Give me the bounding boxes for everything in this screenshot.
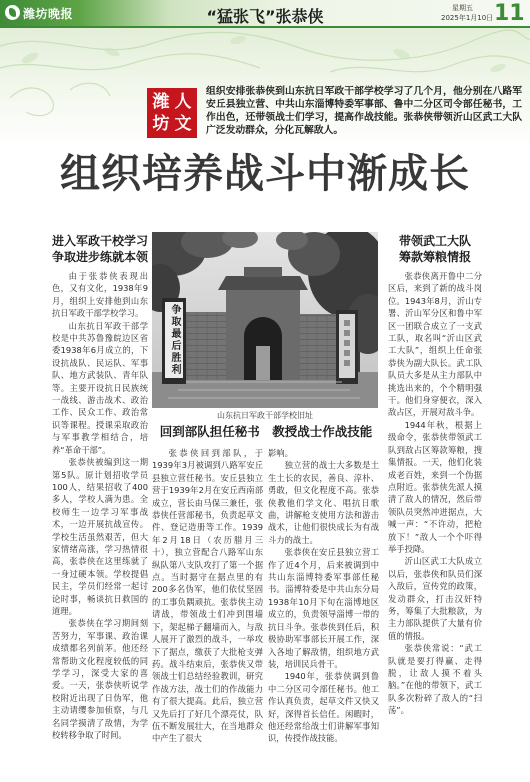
- left-section-heading: [52, 233, 148, 265]
- left-body-column: [52, 270, 148, 782]
- weekday: 星期五: [452, 4, 473, 12]
- paragraph: 张恭侠在学习期间刻苦努力，军事课、政治课成绩都名列前茅。他还经常帮助文化程度较低的同学学习，深受大家的喜爱。一天，张恭侠听说学校附近出现了日伪军，他主动请缨参加侦察，与几名同学摸清了敌情，为学校转移争取了时间。: [52, 618, 148, 741]
- right-heading-line: 带领武工大队: [398, 234, 471, 248]
- photo-image: [152, 232, 378, 408]
- right-body-column: [388, 270, 482, 782]
- newspaper-name: 潍坊晚报: [23, 7, 74, 21]
- paragraph: 山东抗日军政干部学校是中共苏鲁豫皖边区省委1938年6月成立的，下设抗战队、民运队、军事队、地方武装队、青年队等。主要开设抗日民族统一战线、游击战术、政治工作、民众工作、政治常识等课程。授课采取政治与军事教学相结合，培养“革命干部”。: [52, 320, 148, 455]
- paragraph: 张恭侠在安丘县独立营工作了近4个月，后来被调到中共山东淄博特委军事部任秘书。淄博特委是中共山东分局1938年10月下旬在淄博地区成立的，负责领导淄博一带的抗日斗争。张恭侠到任后，积极协助军事部长开展工作，深入各地了解敌情，组织地方武装，培训民兵骨干。: [268, 547, 379, 669]
- right-wall: [300, 314, 336, 380]
- paragraph: 张恭侠回到部队，于1939年3月被调到八路军安丘县独立营任秘书。安丘县独立营于1939年2月在安丘西南部成立，营长由马保三兼任，张恭侠任营部秘书，负责起草文件、登记造册等工作。1939年2月18日（农历腊月三十），独立营配合八路军山东纵队第八支队攻打了第一个据点。当时据守在据点里的有200多名伪军，他们依仗坚固的工事负隅顽抗。张恭侠主动请战，带领战士们冲到围墙下，架起梯子翻墙而入，与敌人展开了激烈的战斗，一举攻下了据点，缴获了大批枪支弹药。战斗结束后，张恭侠又带领战士们总结经验教训，研究作战方法，战士们的作战能力有了很大提高。此后，独立营又先后打了好几个漂亮仗，队伍不断发展壮大，在当地群众中产生了很大: [152, 448, 263, 744]
- middle-body-column-a: [152, 447, 263, 782]
- page-series-title: “猛张飞”张恭侠: [206, 7, 324, 26]
- column-logo: [147, 88, 197, 138]
- gate-top: [244, 267, 282, 277]
- paragraph: 影响。: [268, 448, 293, 458]
- plaque-inscription: 争取最后胜利: [169, 304, 180, 376]
- gate-roof: [218, 276, 308, 290]
- left-heading-line: 争取进步练就本领: [52, 250, 149, 264]
- paragraph: 张恭侠常说：“武工队就是要打得赢、走得脱，让敌人摸不着头脑。”在他的带领下，武工队多次粉碎了敌人的“扫荡”。: [388, 643, 482, 716]
- photo-caption: 山东抗日军政干部学校旧址: [217, 411, 313, 420]
- column-logo-char: 坊: [152, 113, 170, 134]
- newspaper-logo-icon: [5, 5, 20, 20]
- middle-body-column-b: [268, 447, 379, 782]
- right-heading-line: 筹款筹粮情报: [398, 250, 471, 264]
- left-heading-line: 进入军政干校学习: [52, 234, 149, 248]
- paragraph: 张恭侠离开鲁中二分区后，来到了新的战斗岗位。1943年8月，沂山专署、沂山军分区和鲁中军区一团联合成立了一支武工队，取名叫“沂山区武工大队”，组织上任命张恭侠为副大队长。武工队队员大多是从主力部队中挑选出来的，个个精明强干。他们身穿便衣，深入敌占区，开展对敌斗争。: [388, 271, 482, 418]
- intro-summary: 组织安排张恭侠到山东抗日军政干部学校学习了几个月，他分别在八路军安丘县独立营、中共山东淄博特委军事部、鲁中二分区司令部任秘书，工作出色，还带领战士们学习，提高作战技能。张恭侠带领沂山区武工大队广泛发动群众，分化瓦解敌人。: [206, 86, 522, 136]
- article-headline: 组织培养战斗中渐成长: [60, 151, 470, 197]
- page-number: 11: [494, 1, 525, 26]
- issue-date: 2025年1月10日: [441, 14, 494, 22]
- middle-section-heading: 回到部队担任秘书 教授战士作战技能: [159, 424, 373, 439]
- paragraph: 独立营的战士大多数是土生土长的农民，善良、淳朴、勇敢，但文化程度不高。张恭侠教他们学文化、唱抗日歌曲，讲解枪支使用方法和游击战术，让他们很快成长为有战斗力的战士。: [268, 460, 379, 545]
- column-logo-char: 潍: [152, 91, 170, 112]
- school-site-photo: [152, 232, 378, 408]
- paragraph: 由于张恭侠表现出色，又有文化，1938年9月，组织上安排他到山东抗日军政干部学校学习。: [52, 271, 148, 319]
- paragraph: 张恭侠被编到这一期第5队。原计划招收学员100人，结果招收了400多人，学校人满为患。全校师生一边学习军事战术，一边开展抗战宣传。学校生活虽然艰苦，但大家情绪高涨，学习热情很高，张恭侠在这里练就了一身过硬本领。学校提倡民主，学员们经常一起讨论时事，畅谈抗日救国的道理。: [52, 457, 148, 616]
- doorway-light: [256, 346, 270, 380]
- column-logo-char: 文: [174, 113, 192, 134]
- column-logo-char: 人: [174, 91, 192, 112]
- paragraph: 沂山区武工大队成立以后，张恭侠和队员们深入敌后，宣传党的政策，发动群众，打击汉奸特务，筹集了大批粮款，为主力部队提供了大量有价值的情报。: [388, 556, 482, 641]
- paragraph: 1940年，张恭侠调到鲁中二分区司令部任秘书。他工作认真负责，起草文件又快又好，深得首长信任。闲暇时，他还经常给战士们讲解军事知识，传授作战技能。: [268, 671, 379, 744]
- paragraph: 1944年秋，根据上级命令，张恭侠带领武工队到敌占区筹款筹粮，搜集情报。一天，他们化装成老百姓，来到一个伪据点附近。张恭侠先派人摸清了敌人的情况，然后带领队员突然冲进据点，大喊一声：“不许动，把枪放下！”敌人一个个吓得举手投降。: [388, 419, 482, 554]
- right-section-heading: [388, 233, 482, 265]
